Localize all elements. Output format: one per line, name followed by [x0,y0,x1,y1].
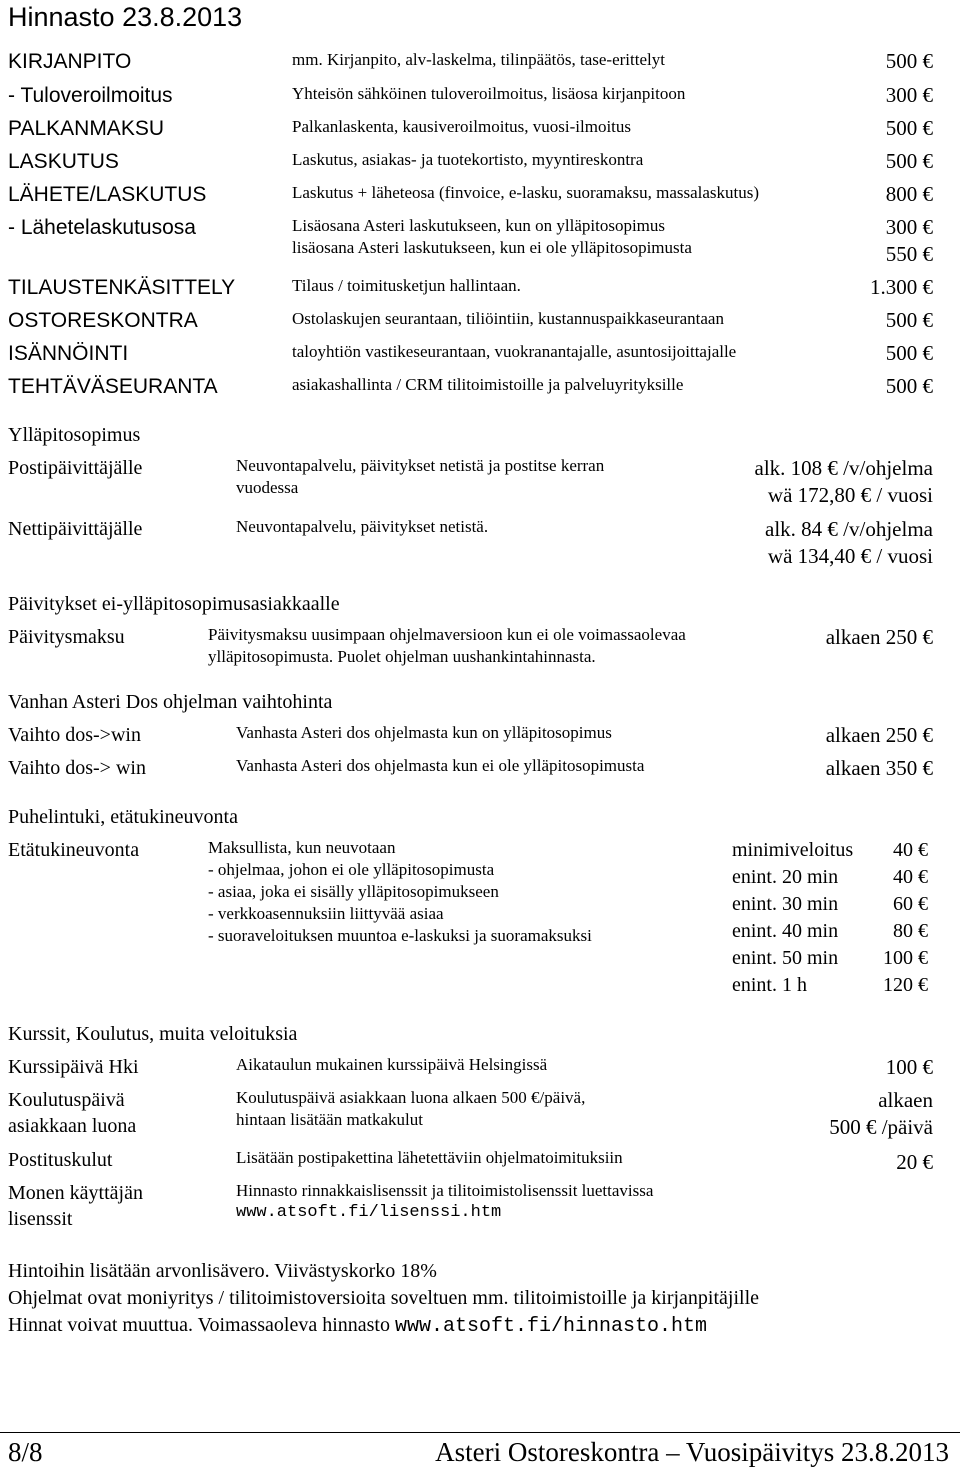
exchange-price: alkaen 250 € [825,723,933,747]
module-desc: Lisäosana Asteri laskutukseen, kun on ylläpitosopimus [292,216,666,235]
page-title: Hinnasto 23.8.2013 [8,2,243,32]
maintenance-name: Postipäivittäjälle [8,457,143,479]
page-number: 8/8 [8,1437,43,1467]
module-price: 500 € [885,49,933,73]
exchange-name: Vaihto dos->win [8,724,141,746]
license-link[interactable]: www.atsoft.fi/lisenssi.htm [236,1203,502,1222]
update-price: alkaen 250 € [825,625,933,649]
maintenance-price: alk. 84 € /v/ohjelma wä 134,40 € / vuosi [765,517,933,568]
course-name: Kurssipäivä Hki [8,1056,139,1078]
module-name: OSTORESKONTRA [8,309,198,332]
course-price: 100 € [885,1055,933,1079]
support-name: Etätukineuvonta [8,839,140,861]
exchange-price: alkaen 350 € [825,756,933,780]
module-price: 500 € [885,341,933,365]
module-desc: asiakashallinta / CRM tilitoimistoille ja palveluyrityksille [292,375,684,394]
module-desc-secondary: lisäosana Asteri laskutukseen, kun ei ole ylläpitosopimusta [292,238,692,257]
maintenance-desc: Neuvontapalvelu, päivitykset netistä. [236,517,489,536]
section-heading-courses: Kurssit, Koulutus, muita veloituksia [8,1023,298,1045]
exchange-name: Vaihto dos-> win [8,757,146,779]
course-name: Postituskulut [8,1149,113,1171]
module-price: 500 € [885,308,933,332]
module-price: 1.300 € [870,275,933,299]
module-name: KIRJANPITO [8,50,132,73]
module-price: 500 € [885,374,933,398]
module-desc: Palkanlaskenta, kausiveroilmoitus, vuosi-ilmoitus [292,117,632,136]
module-name: - Lähetelaskutusosa [8,216,196,239]
footer-divider [0,1432,960,1433]
course-price: 20 € [896,1150,933,1174]
maintenance-name: Nettipäivittäjälle [8,518,143,540]
module-name: ISÄNNÖINTI [8,342,129,365]
pricelist-link[interactable]: www.atsoft.fi/hinnasto.htm [395,1315,708,1338]
module-name: TILAUSTENKÄSITTELY [8,276,236,299]
module-name: - Tuloveroilmoitus [8,84,173,107]
maintenance-desc: Neuvontapalvelu, päivitykset netistä ja postitse kerran vuodessa [236,456,605,497]
module-desc: Laskutus, asiakas- ja tuotekortisto, myyntireskontra [292,150,644,169]
module-desc: Tilaus / toimitusketjun hallintaan. [292,276,521,295]
course-name: Koulutuspäivä asiakkaan luona [8,1089,137,1137]
course-desc: Koulutuspäivä asiakkaan luona alkaen 500 €/päivä, hintaan lisätään matkakulut [236,1088,586,1129]
module-desc: Laskutus + läheteosa (finvoice, e-lasku, suoramaksu, massalaskutus) [292,183,760,202]
module-price-secondary: 550 € [885,242,933,266]
support-rates: minimiveloitus 40 € enint. 20 min 40 € enint. 30 min 60 € enint. 40 min 80 € enint. 50 min 100 € enint. 1 h 120 € [732,839,928,996]
module-name: PALKANMAKSU [8,117,164,140]
maintenance-price: alk. 108 € /v/ohjelma wä 172,80 € / vuosi [754,456,933,507]
module-name: LÄHETE/LASKUTUS [8,183,207,206]
module-price: 500 € [885,149,933,173]
footer-note-line: Hintoihin lisätään arvonlisävero. Viivästyskorko 18% [8,1260,437,1282]
module-price: 300 € [885,215,933,239]
module-desc: Yhteisön sähköinen tuloveroilmoitus, lisäosa kirjanpitoon [292,84,686,103]
footer-doc-title: Asteri Ostoreskontra – Vuosipäivitys 23.8.2013 [435,1437,949,1467]
module-price: 800 € [885,182,933,206]
footer-note-line: Hinnat voivat muuttua. Voimassaoleva hinnasto www.atsoft.fi/hinnasto.htm [8,1314,708,1338]
course-price: alkaen 500 € /päivä [829,1088,933,1139]
course-desc: Aikataulun mukainen kurssipäivä Helsingissä [236,1055,548,1074]
course-desc: Hinnasto rinnakkaislisenssit ja tilitoimistolisenssit luettavissa [236,1181,654,1200]
module-name: LASKUTUS [8,150,119,173]
module-desc: Ostolaskujen seurantaan, tiliöintiin, kustannuspaikkaseurantaan [292,309,724,328]
exchange-desc: Vanhasta Asteri dos ohjelmasta kun on ylläpitosopimus [236,723,612,742]
course-desc: Lisätään postipakettina lähetettäviin ohjelmatoimituksiin [236,1148,623,1167]
module-desc: taloyhtiön vastikeseurantaan, vuokranantajalle, asuntosijoittajalle [292,342,737,361]
footer-note-line: Ohjelmat ovat moniyritys / tilitoimistoversioita soveltuen mm. tilitoimistoille ja kirjanpitäjille [8,1287,760,1309]
exchange-desc: Vanhasta Asteri dos ohjelmasta kun ei ole ylläpitosopimusta [236,756,645,775]
update-name: Päivitysmaksu [8,626,125,648]
section-heading-support: Puhelintuki, etätukineuvonta [8,806,238,828]
section-heading-maintenance: Ylläpitosopimus [8,424,141,446]
section-heading-updates: Päivitykset ei-ylläpitosopimusasiakkaalle [8,593,340,615]
module-name: TEHTÄVÄSEURANTA [8,375,218,398]
support-desc: Maksullista, kun neuvotaan - ohjelmaa, johon ei ole ylläpitosopimusta - asiaa, joka ei sisälly ylläpitosopimukseen - verkkoasennuksiin liittyvää asiaa - suoraveloituksen muuntoa e-laskuksi ja suoramaksuksi [208,838,592,945]
update-desc: Päivitysmaksu uusimpaan ohjelmaversioon kun ei ole voimassaolevaa ylläpitosopimusta. Puolet ohjelman uushankintahinnasta. [208,625,686,666]
module-price: 300 € [885,83,933,107]
course-name: Monen käyttäjän lisenssit [8,1182,143,1230]
section-heading-exchange: Vanhan Asteri Dos ohjelman vaihtohinta [8,691,333,713]
module-price: 500 € [885,116,933,140]
module-desc: mm. Kirjanpito, alv-laskelma, tilinpäätös, tase-erittelyt [292,50,665,69]
